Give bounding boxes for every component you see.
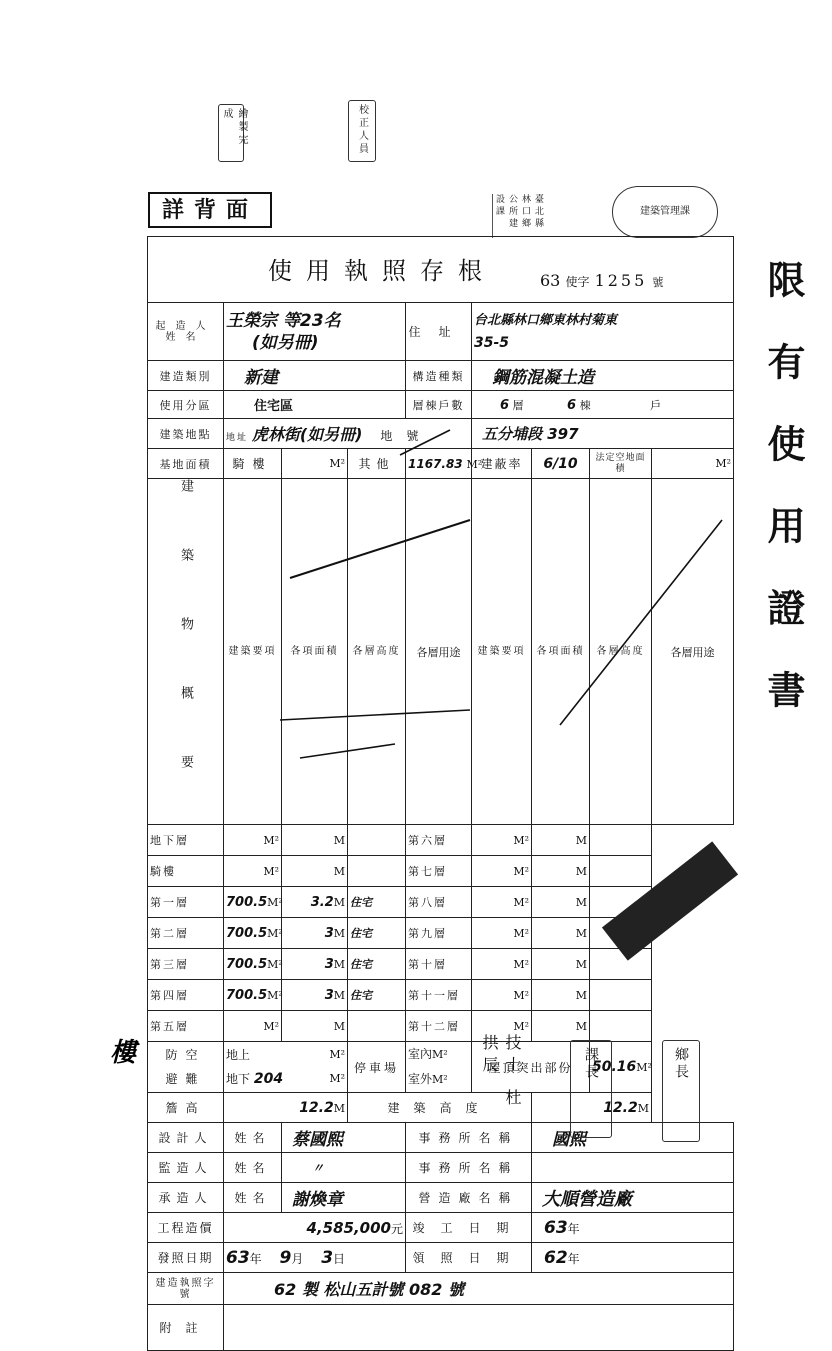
floor-area-unit: M² — [513, 958, 529, 971]
floor-use-left: 住宅 — [348, 887, 406, 918]
floor-area-unit: M² — [267, 895, 283, 909]
floor-area-value: 700.5 — [226, 894, 268, 910]
officer-stamp — [478, 1034, 522, 1134]
floor-area-unit: M² — [513, 865, 529, 878]
building-type-value: 新建 — [224, 361, 406, 391]
cost-unit: 元 — [390, 1221, 403, 1236]
building-type-label: 建造類別 — [148, 361, 224, 391]
note-label: 附註 — [148, 1305, 224, 1351]
contractor-firm-label: 營造廠名稱 — [406, 1183, 532, 1213]
floor-use-header-r: 各層用途 — [652, 479, 734, 825]
receive-value — [532, 1243, 734, 1273]
issue-value — [224, 1243, 406, 1273]
completion-label: 竣工日期 — [406, 1213, 532, 1243]
supervisor-name-label: 姓名 — [224, 1153, 282, 1183]
outdoor-label: 室外 — [408, 1072, 433, 1086]
coverage-value: 6/10 — [532, 449, 590, 479]
designer-label: 設計人 — [148, 1123, 224, 1153]
floor-area-header-l: 各項面積 — [282, 479, 348, 825]
floor-area-value: 700.5 — [226, 987, 268, 1003]
build-items-header-r: 建築要項 — [472, 479, 532, 825]
detail-badge-text: 詳背面 — [161, 197, 258, 223]
mayor-stamp — [662, 1040, 700, 1142]
completion-value — [532, 1213, 734, 1243]
review-stamp-2-text: 校正人員 — [356, 104, 368, 156]
floor-label-left: 第一層 — [148, 887, 224, 918]
license-number-suffix: 號 — [652, 276, 664, 289]
strike-line — [400, 430, 450, 455]
right-edge-text-content: 限有使用證書 — [761, 260, 806, 752]
designer-office-label: 事務所名稱 — [406, 1123, 532, 1153]
floor-height-unit: M — [333, 895, 345, 909]
eave-unit: M — [333, 1101, 345, 1115]
issue-month: 9 — [279, 1247, 292, 1268]
floor-height-unit: M — [333, 833, 345, 847]
outdoor-unit: M² — [432, 1073, 448, 1086]
completion-year-unit: 年 — [567, 1221, 580, 1236]
floor-height-header-r: 各層高度 — [590, 479, 652, 825]
contractor-label: 承造人 — [148, 1183, 224, 1213]
floor-area-unit: M² — [267, 926, 283, 940]
strike-line — [280, 710, 470, 720]
agency-stamp-text: 臺北縣林口鄉公所建設課 — [494, 194, 543, 230]
zoning-label: 使用分區 — [148, 391, 224, 419]
arcade-unit: M² — [282, 449, 348, 479]
permit-value: 62 製 松山五計號 082 號 — [224, 1273, 734, 1305]
floor-height-unit: M — [575, 834, 587, 847]
building-height: 12.2 — [603, 1099, 638, 1116]
site-area-label: 基地面積 — [148, 449, 224, 479]
section-label: 建築物概要 — [178, 479, 193, 824]
supervisor-label: 監造人 — [148, 1153, 224, 1183]
review-stamp-1-text: 繪製完成 — [221, 108, 247, 147]
floor-area-unit: M² — [267, 988, 283, 1002]
parking-label: 停車場 — [348, 1042, 406, 1093]
designer-name: 蔡國熙 — [282, 1123, 406, 1153]
cost-amount: 4,585,000 — [306, 1218, 391, 1237]
issue-year-unit: 年 — [249, 1251, 262, 1266]
floor-height-header-l: 各層高度 — [348, 479, 406, 825]
floor-height-value: 3 — [324, 987, 334, 1003]
zoning-value: 住宅區 — [224, 391, 406, 419]
structure-type-value: 鋼筋混凝土造 — [472, 361, 734, 391]
floor-height-value: 3.2 — [310, 894, 334, 910]
roof-area: 50.16 — [592, 1059, 637, 1075]
address-line-1: 台北縣林口鄉東林村菊東 — [474, 312, 618, 328]
floor-label-left: 地下層 — [148, 825, 224, 856]
floor-area-value: 700.5 — [226, 956, 268, 972]
designer-name-label: 姓名 — [224, 1123, 282, 1153]
floor-label-left: 第三層 — [148, 949, 224, 980]
applicant-label: 起造人姓名 — [148, 303, 224, 361]
supervisor-name: 〃 — [282, 1153, 406, 1183]
right-edge-text — [756, 260, 806, 1020]
address-label: 住址 — [406, 303, 472, 361]
contractor-name: 謝煥章 — [282, 1183, 406, 1213]
address-line-2: 35-5 — [474, 334, 510, 351]
applicant-name: 王榮宗 等23名 — [226, 310, 341, 331]
structure-type-label: 構造種類 — [406, 361, 472, 391]
eave-height-label: 簷高 — [148, 1093, 224, 1123]
floor-label-right: 第七層 — [406, 856, 472, 887]
issue-label: 發照日期 — [148, 1243, 224, 1273]
floor-area-unit: M² — [513, 927, 529, 940]
other-unit: M² — [466, 457, 483, 471]
floors-units-label: 層棟戶數 — [406, 391, 472, 419]
contractor-firm: 大順營造廠 — [532, 1183, 734, 1213]
air-raid-label: 防空 — [165, 1048, 206, 1062]
bldg-count: 6 — [567, 397, 577, 413]
floor-height-value: 3 — [324, 956, 334, 972]
note-value — [224, 1305, 734, 1351]
building-height-label: 建築高度 — [348, 1093, 532, 1123]
floor-label-right: 第十二層 — [406, 1011, 472, 1042]
applicant-note: (如另冊) — [252, 332, 319, 353]
floor-use-left: 住宅 — [348, 918, 406, 949]
officer-stamp-text: 技士 杜 拱辰 — [480, 1034, 522, 1112]
bldg-unit: 棟 — [579, 398, 591, 412]
cost-value — [224, 1213, 406, 1243]
lot-value: 五分埔段 397 — [472, 419, 734, 449]
floor-height-unit: M — [575, 1020, 587, 1033]
floor-area-unit: M² — [263, 1019, 279, 1033]
floor-area-unit: M² — [267, 957, 283, 971]
license-number-year: 63 — [540, 271, 561, 290]
house-unit: 戶 — [650, 398, 662, 412]
mayor-stamp-text: 鄉長 — [673, 1047, 689, 1081]
floor-unit: 層 — [512, 398, 524, 412]
roof-unit: M² — [636, 1061, 652, 1074]
floor-label-right: 第十一層 — [406, 980, 472, 1011]
license-number-serial: 1255 — [594, 271, 648, 290]
agency-oval-stamp-text: 建築管理課 — [640, 206, 690, 217]
floor-area-unit: M² — [513, 834, 529, 847]
floor-use-left: 住宅 — [348, 980, 406, 1011]
supervisor-office-label: 事務所名稱 — [406, 1153, 532, 1183]
issue-day-unit: 日 — [333, 1251, 346, 1266]
roof-label: 屋頂突出部份 — [472, 1042, 590, 1093]
site-label: 建築地點 — [148, 419, 224, 449]
floor-height-unit: M — [333, 864, 345, 878]
issue-year: 63 — [226, 1247, 250, 1268]
above-unit: M² — [329, 1048, 345, 1061]
floor-height-unit: M — [333, 926, 345, 940]
margin-character: 樓 — [110, 1038, 137, 1068]
indoor-label: 室內 — [408, 1047, 433, 1061]
site-addr-value: 虎林街(如另冊) — [251, 425, 363, 444]
chief-stamp — [570, 1040, 612, 1138]
issue-month-unit: 月 — [291, 1251, 304, 1266]
floor-height-unit: M — [575, 865, 587, 878]
floor-height-unit: M — [333, 957, 345, 971]
legal-area-unit: M² — [652, 449, 734, 479]
floor-area-unit: M² — [263, 864, 279, 878]
floor-area-header-r: 各項面積 — [532, 479, 590, 825]
floor-label-left: 第五層 — [148, 1011, 224, 1042]
floor-label-left: 第二層 — [148, 918, 224, 949]
permit-label: 建造執照字號 — [148, 1273, 224, 1305]
floor-height-unit: M — [575, 896, 587, 909]
indoor-unit: M² — [432, 1048, 448, 1061]
below-unit: M² — [329, 1072, 345, 1085]
coverage-label: 建蔽率 — [472, 449, 532, 479]
below-value: 204 — [253, 1071, 284, 1087]
floor-height-unit: M — [575, 958, 587, 971]
receive-year: 62 — [544, 1247, 568, 1268]
floor-height-unit: M — [333, 988, 345, 1002]
floor-label-right: 第八層 — [406, 887, 472, 918]
form-title: 使用執照存根 — [268, 257, 496, 285]
floor-use-left: 住宅 — [348, 949, 406, 980]
floor-area-unit: M² — [513, 1020, 529, 1033]
building-height-unit: M — [637, 1101, 649, 1115]
other-label: 其他 — [348, 449, 406, 479]
contractor-name-label: 姓名 — [224, 1183, 282, 1213]
floor-label-right: 第九層 — [406, 918, 472, 949]
shelter-label: 避難 — [165, 1072, 206, 1086]
floor-label-left: 第四層 — [148, 980, 224, 1011]
floor-height-unit: M — [333, 1019, 345, 1033]
strike-line — [560, 520, 722, 725]
floor-label-right: 第十層 — [406, 949, 472, 980]
below-label: 地下 — [226, 1072, 251, 1086]
designer-office: 國熙 — [532, 1123, 734, 1153]
issue-day: 3 — [321, 1247, 334, 1268]
floor-area-value: 700.5 — [226, 925, 268, 941]
eave-height: 12.2 — [299, 1099, 334, 1116]
floor-label-left: 騎樓 — [148, 856, 224, 887]
build-items-header-l: 建築要項 — [224, 479, 282, 825]
floor-height-unit: M — [575, 989, 587, 1002]
site-addr-label: 地址 — [226, 433, 249, 443]
chief-stamp-text: 課長 — [583, 1047, 599, 1081]
strike-line — [300, 744, 395, 758]
floor-height-unit: M — [575, 927, 587, 940]
legal-area-label: 法定空地面積 — [590, 449, 652, 479]
completion-year: 63 — [544, 1217, 568, 1238]
floor-use-header-l: 各層用途 — [406, 479, 472, 825]
above-label: 地上 — [226, 1048, 251, 1062]
floor-height-value: 3 — [324, 925, 334, 941]
receive-label: 領照日期 — [406, 1243, 532, 1273]
other-area: 1167.83 — [408, 456, 463, 471]
floor-area-unit: M² — [263, 833, 279, 847]
receive-year-unit: 年 — [567, 1251, 580, 1266]
arcade-label: 騎樓 — [224, 449, 282, 479]
floor-label-right: 第六層 — [406, 825, 472, 856]
cost-label: 工程造價 — [148, 1213, 224, 1243]
floor-area-unit: M² — [513, 896, 529, 909]
floor-area-unit: M² — [513, 989, 529, 1002]
lot-label: 地號 — [380, 429, 433, 443]
floor-count: 6 — [500, 397, 510, 413]
license-number-word: 使字 — [565, 275, 590, 289]
strike-line — [290, 520, 470, 578]
